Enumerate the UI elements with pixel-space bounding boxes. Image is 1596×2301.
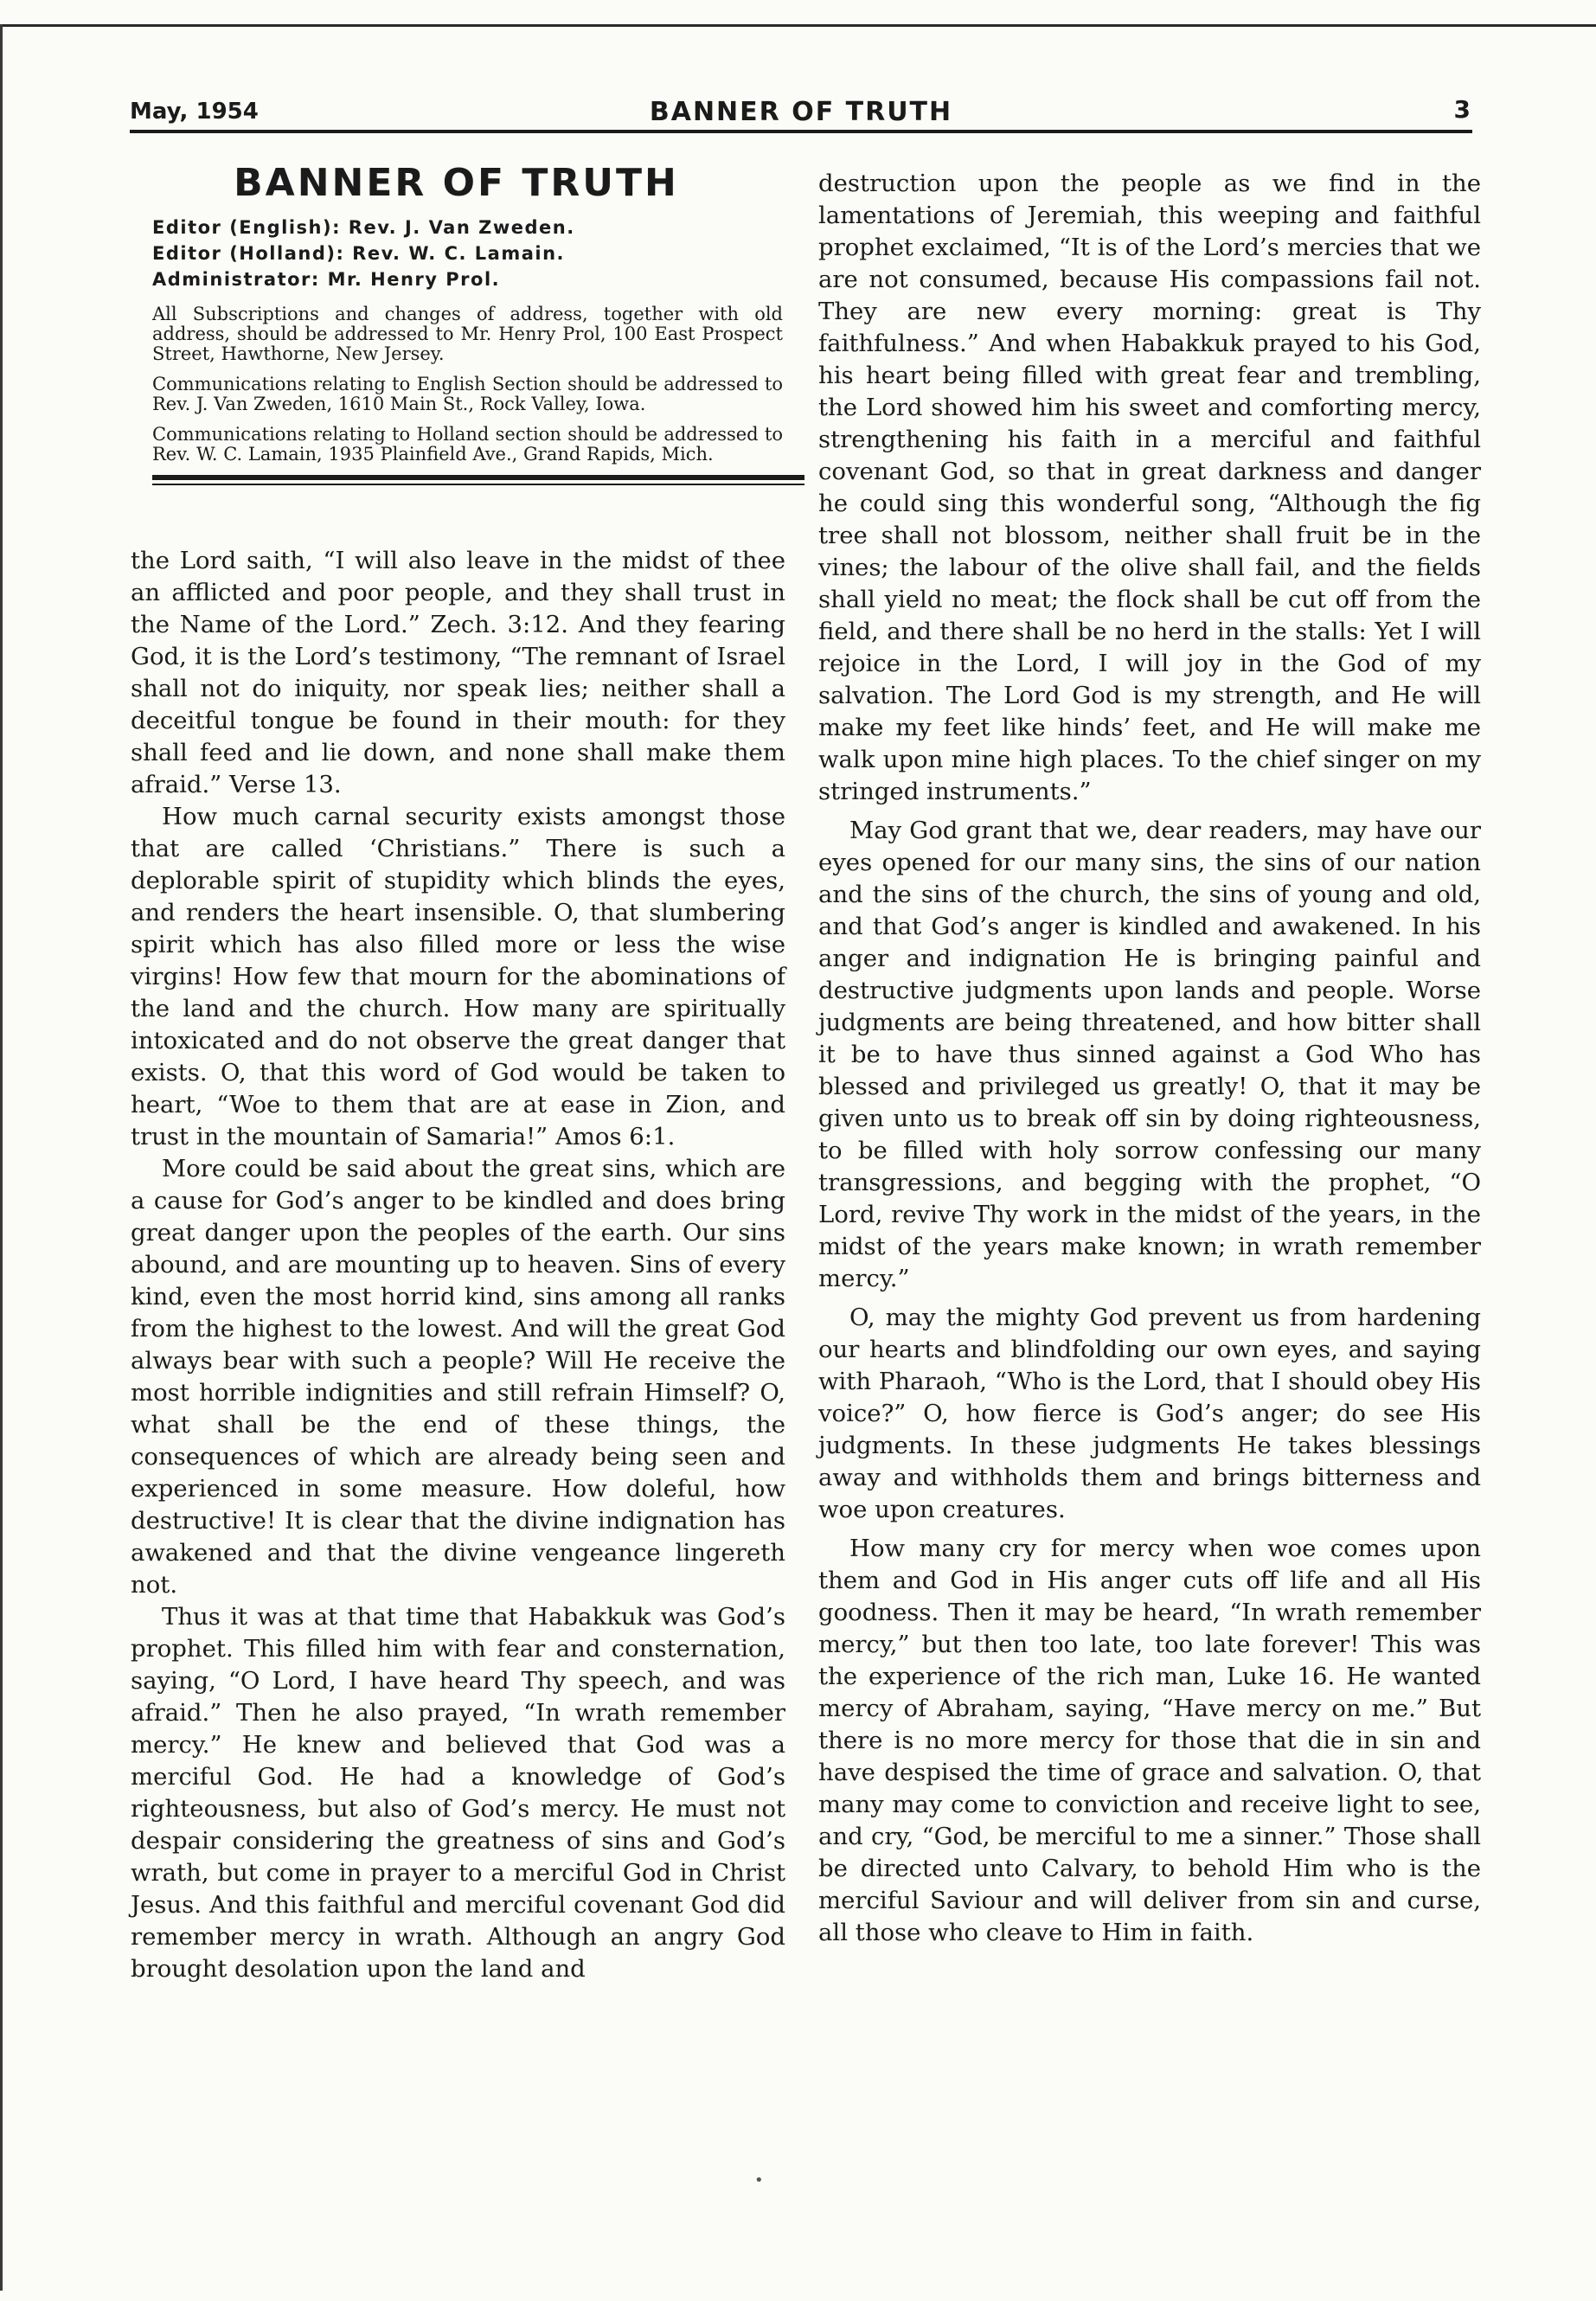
paragraph: O, may the mighty God prevent us from hardening our hearts and blindfolding our own eyes, and saying with Pharaoh, “Who is the Lord, that I should obey His voice?” O, how fierce is God’s anger; do see His judgments. In these judgments He takes blessings away and withholds them and brings bitterness and woe upon creatures. (818, 1304, 1481, 1523)
header-rule (130, 130, 1472, 133)
paragraph: destruction upon the people as we find in the lamentations of Jeremiah, this weeping and faithful prophet exclaimed, “It is of the Lord’s mercies that we are not consumed, because His compassions fail not. They are new every morning: great is Thy faithfulness.” And when Habakkuk prayed to his God, his heart being filled with great fear and trembling, the Lord showed him his sweet and comforting mercy, strengthening his faith in a merciful and faithful covenant God, so that in great darkness and danger he could sing this wonderful song, “Although the fig tree shall not blossom, neither shall fruit be in the vines; the labour of the olive shall fail, and the fields shall yield no meat; the flock shall be cut off from the field, and there shall be no herd in the stalls: Yet I will rejoice in the Lord, I will joy in the God of my salvation. The Lord God is my strength, and He will make my feet like hinds’ feet, and He will make me walk upon mine high places. To the chief singer on my stringed instruments.” (818, 170, 1481, 805)
notice-english-section: Communications relating to English Section should be addressed to Rev. J. Van Zweden, 1610 Main St., Rock Valley, Iowa. (152, 374, 783, 414)
page-top-border (0, 24, 1596, 27)
notice-holland-section: Communications relating to Holland section should be addressed to Rev. W. C. Lamain, 1935 Plainfield Ave., Grand Rapids, Mich. (152, 424, 783, 465)
left-column (131, 545, 785, 1985)
staff-editor-holland: Editor (Holland): Rev. W. C. Lamain. (152, 243, 566, 264)
masthead-rule-thick (152, 475, 804, 480)
page-number: 3 (1453, 95, 1471, 124)
masthead-title: BANNER OF TRUTH (234, 161, 679, 205)
masthead (130, 161, 783, 485)
paragraph: How much carnal security exists amongst those that are called ‘Christians.” There is such a deplorable spirit of stupidity which blinds the eyes, and renders the heart insensible. O, that slumbering spirit which has also filled more or less the wise virgins! How few that mourn for the abominations of the land and the church. How many are spiritually intoxicated and do not observe the great danger that exists. O, that this word of God would be taken to heart, “Woe to them that are at ease in Zion, and trust in the mountain of Samaria!” Amos 6:1. (131, 803, 785, 1150)
paragraph: More could be said about the great sins, which are a cause for God’s anger to be kindled and does bring great danger upon the peoples of the earth. Our sins abound, and are mounting up to heaven. Sins of every kind, even the most horrid kind, sins among all ranks from the highest to the lowest. And will the great God always bear with such a people? Will He receive the most horrible indignities and still refrain Himself? O, what shall be the end of these things, the consequences of which are already being seen and experienced in some measure. How doleful, how destructive! It is clear that the divine indignation has awakened and that the divine vengeance lingereth not. (131, 1155, 785, 1599)
running-title: BANNER OF TRUTH (649, 97, 953, 127)
masthead-notices (152, 304, 783, 465)
masthead-rule-thin (152, 484, 804, 485)
paragraph: May God grant that we, dear readers, may have our eyes opened for our many sins, the sins of our nation and the sins of the church, the sins of young and old, and that God’s anger is kindled and awakened. In his anger and indignation He is bringing painful and destructive judgments upon lands and people. Worse judgments are being threatened, and how bitter shall it be to have thus sinned against a God Who has blessed and privileged us greatly! O, that it may be given unto us to break off sin by doing righteousness, to be filled with holy sorrow confessing our many transgressions, and begging with the prophet, “O Lord, revive Thy work in the midst of the years, in the midst of the years make known; in wrath remember mercy.” (818, 817, 1481, 1292)
page-left-border (0, 24, 3, 2291)
paragraph: the Lord saith, “I will also leave in the midst of thee an afflicted and poor people, and they shall trust in the Name of the Lord.” Zech. 3:12. And they fearing God, it is the Lord’s testimony, “The remnant of Israel shall not do iniquity, nor speak lies; neither shall a deceitful tongue be found in their mouth: for they shall feed and lie down, and none shall make them afraid.” Verse 13. (131, 547, 785, 798)
paragraph: How many cry for mercy when woe comes upon them and God in His anger cuts off life and all His goodness. Then it may be heard, “In wrath remember mercy,” but then too late, too late forever! This was the experience of the rich man, Luke 16. He wanted mercy of Abraham, saying, “Have mercy on me.” But there is no more mercy for those that die in sin and have despised the time of grace and salvation. O, that many may come to conviction and receive light to see, and cry, “God, be merciful to me a sinner.” Those shall be directed unto Calvary, to behold Him who is the merciful Saviour and will deliver from sin and curse, all those who cleave to Him in faith. (818, 1535, 1481, 1946)
staff-editor-english: Editor (English): Rev. J. Van Zweden. (152, 217, 575, 238)
print-mark: • (754, 2171, 764, 2189)
running-head (130, 93, 1472, 128)
paragraph: Thus it was at that time that Habakkuk was God’s prophet. This filled him with fear and consternation, saying, “O Lord, I have heard Thy speech, and was afraid.” Then he also prayed, “In wrath remember mercy.” He knew and believed that God was a merciful God. He had a knowledge of God’s righteousness, but also of God’s mercy. He must not despair considering the greatness of sins and God’s wrath, but come in prayer to a merciful God in Christ Jesus. And this faithful and merciful covenant God did remember mercy in wrath. Although an angry God brought desolation upon the land and (131, 1603, 785, 1983)
issue-date: May, 1954 (130, 99, 259, 125)
right-column (818, 168, 1481, 1949)
notice-subscriptions: All Subscriptions and changes of address, together with old address, should be addressed to Mr. Henry Prol, 100 East Prospect Street, Hawthorne, New Jersey. (152, 304, 783, 364)
staff-administrator: Administrator: Mr. Henry Prol. (152, 269, 501, 290)
